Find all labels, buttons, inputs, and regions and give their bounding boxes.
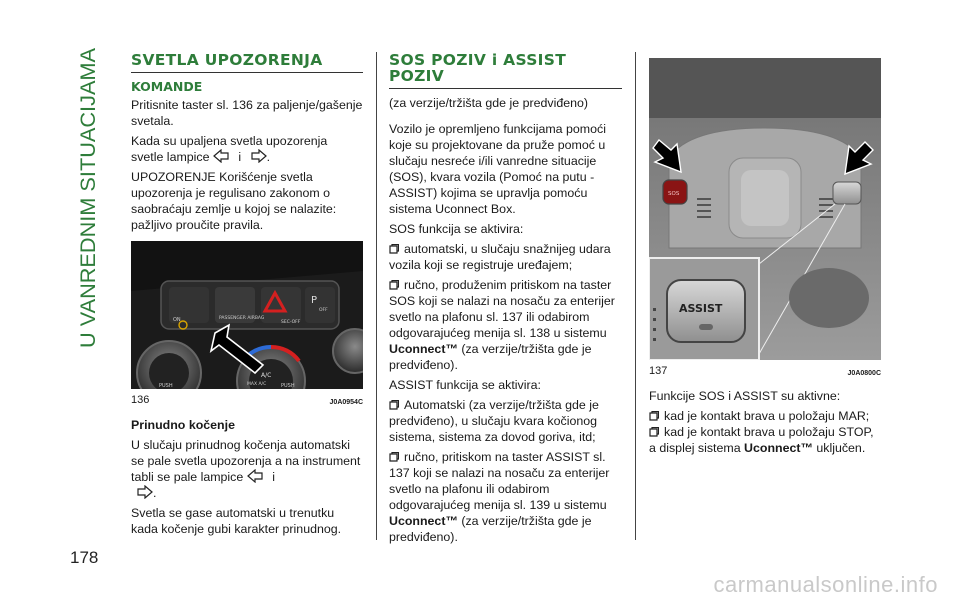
bullet-icon [389, 280, 399, 290]
bullet-item: ručno, pritiskom na taster ASSIST sl. 137 koji se nalazi na nosaču za enterijer svetlo na plafonu ili odabirom odgovarajućeg menija sl. 139 u sistemu Uconnect™ (za verzije/tržišta gde je predviđeno). [389, 450, 610, 544]
turn-left-indicator-icon [213, 149, 235, 163]
paragraph: SOS funkcija se aktivira: [389, 222, 524, 236]
svg-text:P: P [311, 295, 318, 306]
turn-left-indicator-icon [247, 469, 269, 483]
figure-caption [649, 363, 881, 382]
fig136-label-push-right: PUSH [281, 383, 295, 389]
column-sos-assist [389, 52, 622, 549]
subsection-title-controls: KOMANDE [131, 79, 203, 94]
section-title-warning-lights: SVETLA UPOZORENJA [131, 52, 363, 73]
bullet-icon [649, 427, 659, 437]
figure-136-hazard-switch [131, 241, 363, 389]
column-warning-lights [131, 52, 363, 541]
fig136-label-off: OFF [319, 308, 328, 313]
bullet-item: Automatski (za verzije/tržišta gde je predviđeno), u slučaju kvara kočionog sistema, sistema za dovod goriva, itd; [389, 398, 599, 444]
paragraph: UPOZORENJE Korišćenje svetla upozorenja je regulisano zakonom o saobraćaju zemlje u kojoj se nalazite: pažljivo proučite pravila. [131, 170, 337, 232]
paragraph: Pritisnite taster sl. 136 za paljenje/gašenje svetala. [131, 98, 363, 128]
bullet-icon [389, 244, 399, 254]
paragraph: U slučaju prinudnog kočenja automatski se pale svetla upozorenja a na instrument tabli se pale lampice i . [131, 438, 361, 500]
paragraph: Kada su upaljena svetla upozorenja svetle lampice i . [131, 134, 328, 164]
paragraph: a displej sistema Uconnect™ uključen. [649, 441, 866, 455]
column-sos-figure [649, 58, 881, 460]
bullet-icon [649, 411, 659, 421]
column-divider [376, 52, 377, 540]
fig136-label-sec-off: SEC-OFF [281, 320, 301, 325]
bullet-icon [389, 452, 399, 462]
turn-right-indicator-icon [131, 485, 153, 499]
column-divider [635, 52, 636, 540]
figure-137-sos-assist-buttons [649, 58, 881, 360]
fig136-label-push-left: PUSH [159, 383, 173, 389]
subsection-title-emergency-braking: Prinudno kočenje [131, 418, 235, 432]
section-title-sos-assist: SOS POZIV i ASSIST POZIV [389, 52, 622, 89]
turn-right-indicator-icon [245, 149, 267, 163]
fig136-label-max-ac: MAX A/C [247, 382, 267, 387]
figure-number: 136 [131, 394, 150, 406]
paragraph: ASSIST funkcija se aktivira: [389, 378, 541, 392]
bullet-item: automatski, u slučaju snažnijeg udara vozila koji se registruje uređajem; [389, 242, 611, 272]
bullet-item: kad je kontakt brava u položaju MAR; [649, 408, 881, 424]
fig136-label-on: ON [173, 317, 181, 323]
fig136-label-passenger-airbag: PASSENGER AIRBAG [219, 316, 265, 321]
fig137-label-assist: ASSIST [679, 302, 723, 315]
bullet-item: kad je kontakt brava u položaju STOP, [649, 424, 881, 440]
page-number: 178 [70, 548, 99, 567]
bullet-icon [389, 400, 399, 410]
paragraph: Svetla se gase automatski u trenutku kada kočenje gubi karakter prinudnog. [131, 506, 342, 536]
paragraph: (za verzije/tržišta gde je predviđeno) [389, 96, 589, 110]
figure-number: 137 [649, 365, 668, 377]
paragraph: Funkcije SOS i ASSIST su aktivne: [649, 389, 841, 403]
side-title-text: U VANREDNIM SITUACIJAMA [77, 57, 100, 348]
fig137-label-sos: SOS [668, 191, 680, 197]
bullet-item: ručno, produženim pritiskom na taster SOS koji se nalazi na nosaču za enterijer svetlo na plafonu sl. 137 ili odabirom odgovarajućeg menija sl. 138 u sistemu Uconnect™ (za verzije/tržišta gde je predviđeno). [389, 278, 615, 372]
paragraph: Vozilo je opremljeno funkcijama pomoći koje su projektovane da pruže pomoć u slučaju nesreće i/ili vanredne situacije (SOS), kvara vozila (Pomoć na putu - ASSIST) kojima se upravlja pomoću sistema Uconnect Box. [389, 122, 606, 216]
figure-code: J0A0800C [847, 370, 881, 377]
figure-caption [131, 392, 363, 411]
side-section-title [73, 40, 103, 350]
fig136-label-ac: A/C [261, 372, 272, 379]
watermark-link[interactable]: carmanualsonline.info [713, 572, 938, 597]
figure-code: J0A0954C [329, 399, 363, 406]
